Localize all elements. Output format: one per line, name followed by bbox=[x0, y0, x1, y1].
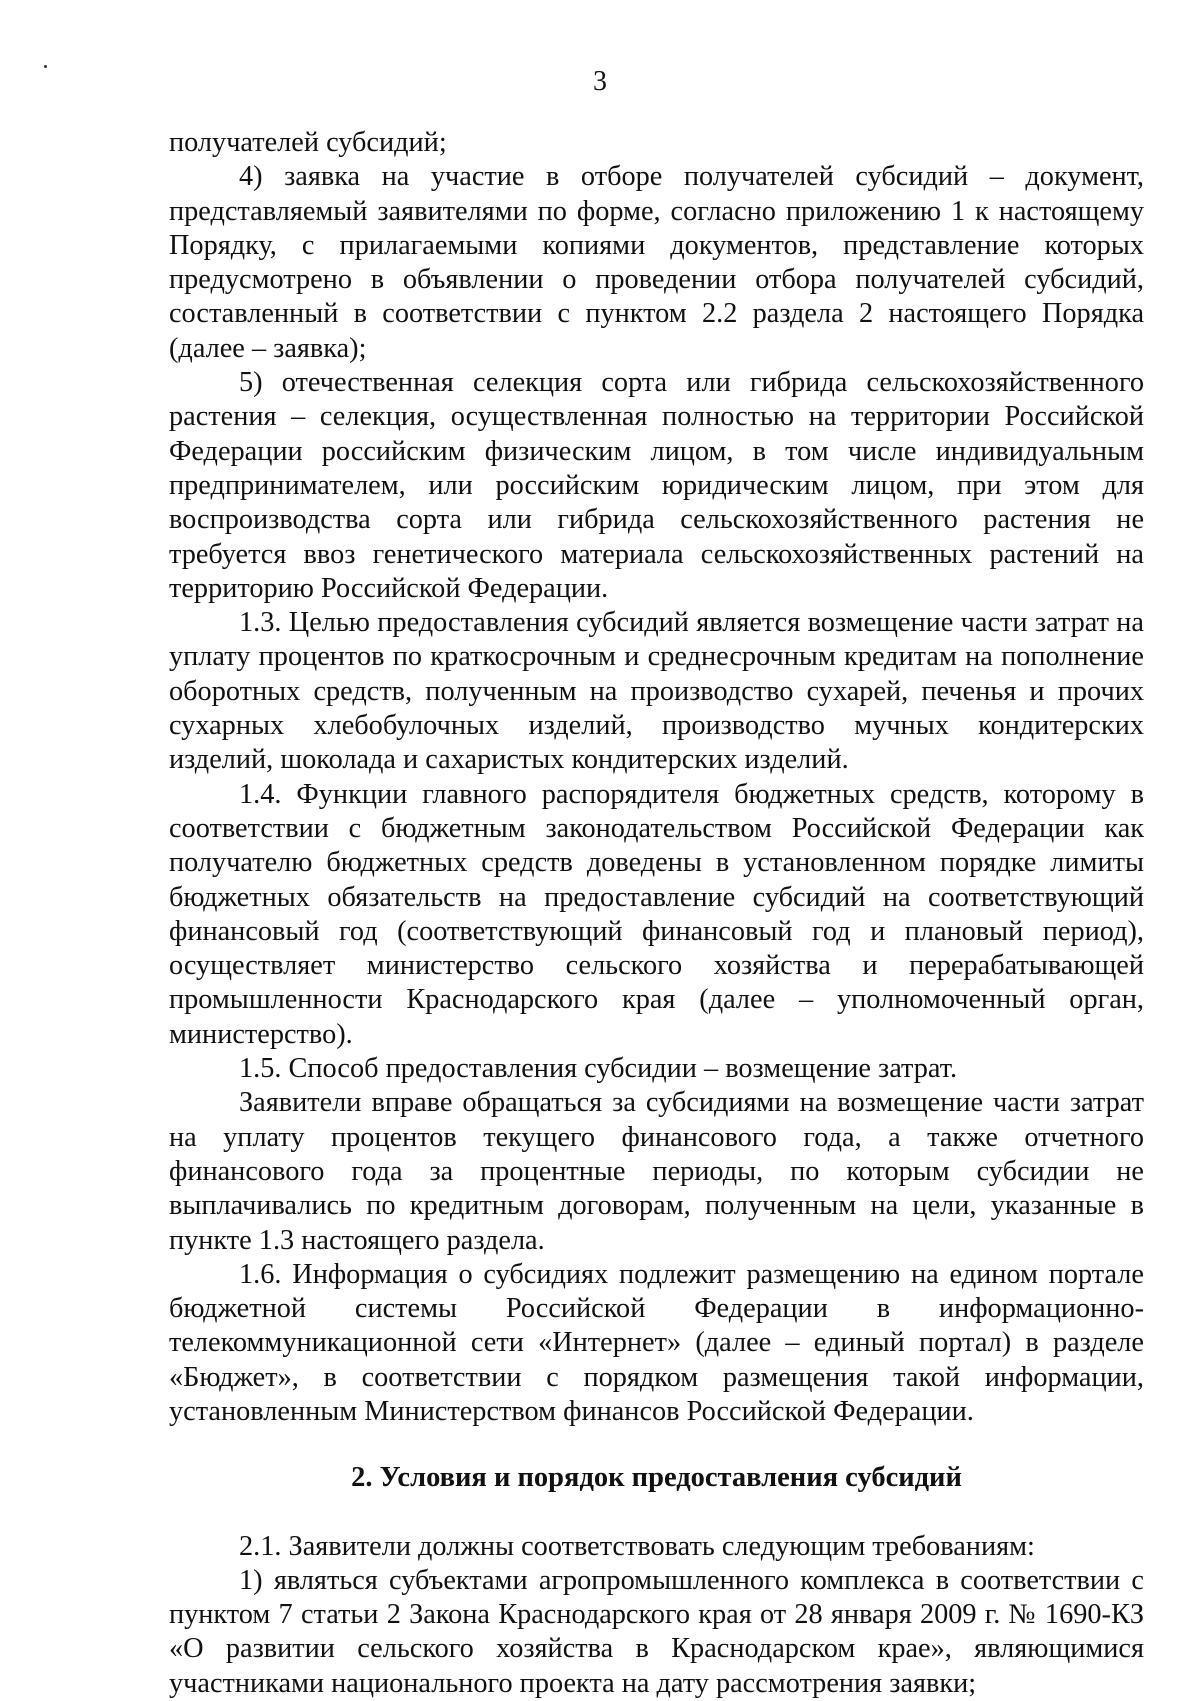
paragraph-1-5-method: 1.5. Способ предоставления субсидии – возмещение затрат. bbox=[239, 1053, 958, 1085]
paragraph-1-6-information: 1.6. Информация о субсидиях подлежит размещению на едином портале бюджетной системы Российской Федерации в информационно-телекоммуникационной сети «Интернет» (далее – единый портал) в разделе «Бюджет», в соответствии с порядком размещения такой информации, установленным Министерством финансов Российской Федерации. bbox=[169, 1258, 1144, 1427]
paragraph-item-4-application: 4) заявка на участие в отборе получателей субсидий – документ, представляемый заявителями по форме, согласно приложению 1 к настоящему Порядку, с прилагаемыми копиями документов, представление которых предусмотрено в объявлении о проведении отбора получателей субсидий, составленный в соответствии с пунктом 2.2 раздела 2 настоящего Порядка (далее – заявка); bbox=[169, 161, 1144, 364]
page-number: 3 bbox=[593, 66, 607, 97]
section-heading: 2. Условия и порядок предоставления субсидий bbox=[351, 1462, 962, 1494]
paragraph-applicants-rights: Заявители вправе обращаться за субсидиями на возмещение части затрат на уплату процентов текущего финансового года, а также отчетного финансового года за процентные периоды, по которым субсидии не выплачивались по кредитным договорам, полученным на цели, указанные в пункте 1.3 настоящего раздела. bbox=[169, 1087, 1144, 1256]
paragraph-recipients-continuation: получателей субсидий; bbox=[169, 127, 447, 158]
paragraph-2-1-requirements: 2.1. Заявители должны соответствовать следующим требованиям: bbox=[239, 1530, 1035, 1562]
document-body bbox=[169, 126, 1144, 1701]
paragraph-1-4-functions: 1.4. Функции главного распорядителя бюджетных средств, которому в соответствии с бюджетным законодательством Российской Федерации как получателю бюджетных средств доведены в установленном порядке лимиты бюджетных обязательств на предоставление субсидий на соответствующий финансовый год (соответствующий финансовый год и плановый период), осуществляет министерство сельского хозяйства и перерабатывающей промышленности Краснодарского края (далее – уполномоченный орган, министерство). bbox=[169, 778, 1144, 1050]
paragraph-1-3-purpose: 1.3. Целью предоставления субсидий является возмещение части затрат на уплату процентов по краткосрочным и среднесрочным кредитам на пополнение оборотных средств, полученным на производство сухарей, печенья и прочих сухарных хлебобулочных изделий, производство мучных кондитерских изделий, шоколада и сахаристых кондитерских изделий. bbox=[169, 607, 1144, 776]
paragraph-item-5-selection: 5) отечественная селекция сорта или гибрида сельскохозяйственного растения – селекция, осуществленная полностью на территории Российской Федерации российским физическим лицом, в том числе индивидуальным предпринимателем, или российским юридическим лицом, при этом для воспроизводства сорта или гибрида сельскохозяйственного растения не требуется ввоз генетического материала сельскохозяйственных растений на территорию Российской Федерации. bbox=[169, 367, 1144, 604]
paragraph-requirement-1: 1) являться субъектами агропромышленного комплекса в соответствии с пунктом 7 статьи 2 Закона Краснодарского края от 28 января 2009 г. № 1690-КЗ «О развитии сельского хозяйства в Краснодарском крае», являющимися участниками национального проекта на дату рассмотрения заявки; bbox=[169, 1564, 1144, 1699]
